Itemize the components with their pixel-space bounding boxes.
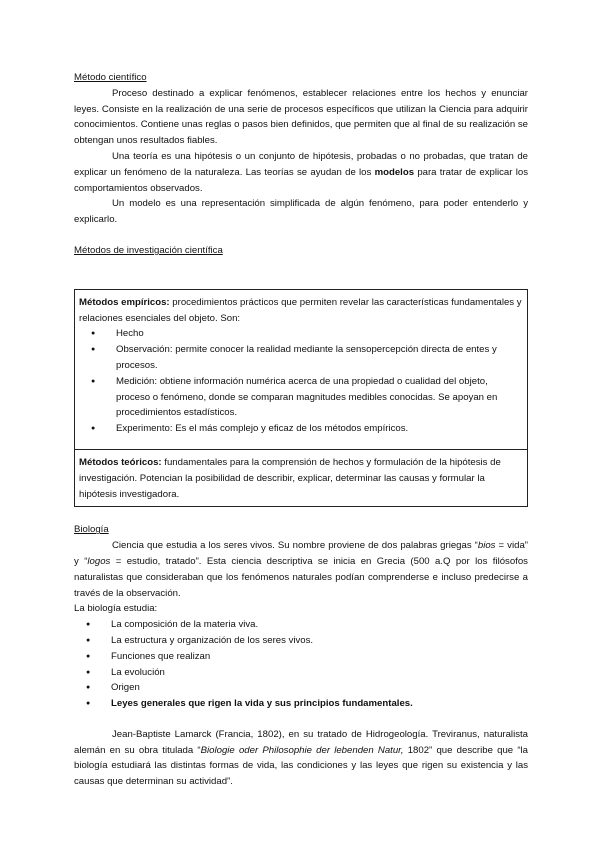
list-item: ● La composición de la materia viva. — [74, 617, 528, 633]
list-item: ● La estructura y organización de los seres vivos. — [74, 633, 528, 649]
term-bios: bios — [477, 540, 496, 552]
term-modelos: modelos — [374, 166, 415, 178]
empirical-methods-label: Métodos empíricos: — [79, 296, 170, 308]
empirical-methods-intro: Métodos empíricos: procedimientos prácticos que permiten revelar las características fundamentales y relaciones esenciales del objeto. Son: — [79, 296, 522, 324]
biologia-list — [74, 617, 528, 712]
theoretical-methods-label: Métodos teóricos: — [79, 456, 162, 468]
list-item: ● Funciones que realizan — [74, 649, 528, 665]
list-item: ● Experimento: Es el más complejo y eficaz de los métodos empíricos. — [79, 421, 523, 437]
list-item: ● Medición: obtiene información numérica acerca de una propiedad o cualidad del objeto, proceso o fenómeno, donde se comparan magnitudes medibles conocidas. Se apoyan en procedimientos estadísticos. — [79, 374, 523, 421]
empirical-methods-list — [79, 326, 523, 437]
paragraph-metodo-definition: Proceso destinado a explicar fenómenos, establecer relaciones entre los hechos y enunciar leyes. Consiste en la realización de una serie de procesos específicos que utilizan la Ciencia para adquirir conocimientos. Contiene unas reglas o pasos bien definidos, que permiten que al final de su realización se obtengan unos resultados fiables. — [74, 87, 528, 147]
list-item-bold: ● Leyes generales que rigen la vida y sus principios fundamentales. — [74, 696, 528, 712]
theoretical-methods-cell — [75, 449, 527, 506]
list-item: ● Hecho — [79, 326, 523, 342]
document-page — [74, 70, 528, 790]
heading-biologia: Biología — [74, 524, 109, 536]
term-logos: logos — [87, 555, 111, 567]
methods-table — [74, 289, 528, 508]
paragraph-teoria: Una teoría es una hipótesis o un conjunto de hipótesis, probadas o no probadas, que tratan de explicar un fenómeno de la naturaleza. Las teorías se ayudan de los modelos para tratar de explicar los comportamientos observados. — [74, 150, 528, 194]
list-item: ● Origen — [74, 680, 528, 696]
paragraph-lamarck: Jean-Baptiste Lamarck (Francia, 1802), en su tratado de Hidrogeología. Treviranus, naturalista alemán en su obra titulada “Biologie oder Philosophie der lebenden Natur, 1802” que describe que “la biología estudiará las distintas formas de vida, las condiciones y las leyes que rigen su existencia y las causas que determinan su actividad”. — [74, 728, 528, 788]
heading-metodos-investigacion: Métodos de investigación científica — [74, 244, 223, 256]
empirical-methods-cell — [75, 290, 527, 449]
biologia-list-intro: La biología estudia: — [74, 603, 158, 615]
book-title: Biologie oder Philosophie der lebenden Natur, — [200, 744, 404, 756]
paragraph-biologia-definition: Ciencia que estudia a los seres vivos. Su nombre proviene de dos palabras griegas “bios = vida” y “logos = estudio, tratado”. Esta ciencia descriptiva se inicia en Grecia (500 a.Q por los filósofos naturalistas que consideraban que los fenómenos naturales podían comprenderse e incluso predecirse a través de la observación. — [74, 540, 528, 599]
theoretical-methods-text: Métodos teóricos: fundamentales para la comprensión de hechos y formulación de la hipótesis de investigación. Potencian la posibilidad de describir, explicar, determinar las causas y formular la hipótesis investigadora. — [79, 456, 501, 500]
list-item: ● La evolución — [74, 665, 528, 681]
list-item: ● Observación: permite conocer la realidad mediante la sensopercepción directa de entes y procesos. — [79, 342, 523, 374]
paragraph-modelo: Un modelo es una representación simplificada de algún fenómeno, para poder entenderlo y explicarlo. — [74, 198, 528, 226]
heading-metodo-cientifico: Método científico — [74, 72, 147, 83]
